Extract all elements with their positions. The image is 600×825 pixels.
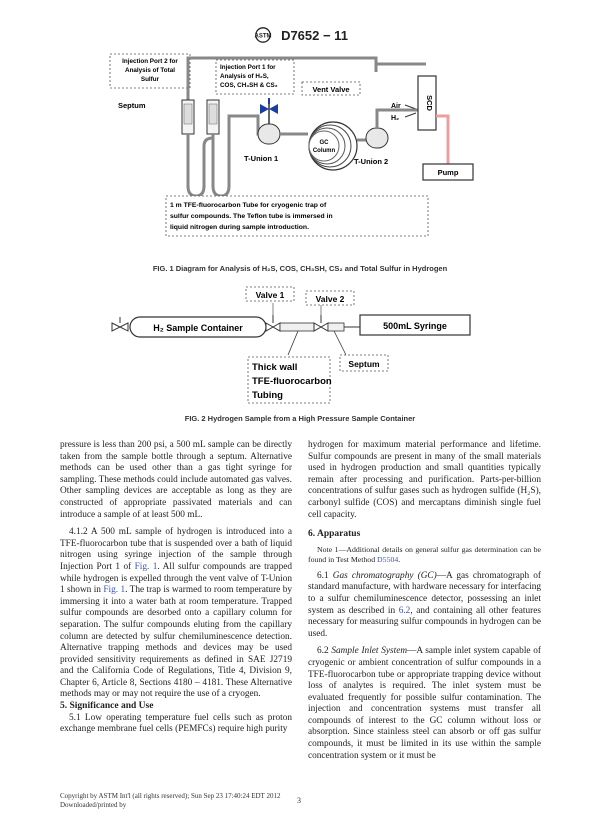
section-6-2-link[interactable]: 6.2 bbox=[398, 605, 411, 616]
figure-2-caption: FIG. 2 Hydrogen Sample from a High Pressure Sample Container bbox=[184, 414, 416, 423]
svg-text:ASTM: ASTM bbox=[254, 33, 272, 40]
footer bbox=[60, 792, 280, 810]
fig1-scd-label: SCD bbox=[425, 95, 434, 111]
right-para-6-1: 6.1 Gas chromatography (GC)—A gas chromatograph of standard manufacture, with hardware necessary for interfacing to a sulfur chemiluminescence detector, possessing an inlet system as described in 6.2, and containing all other features necessary for measuring sulfur compounds in hydrogen can be used. bbox=[308, 570, 541, 639]
section-6-heading: 6. Apparatus bbox=[308, 529, 361, 540]
copyright-line: Copyright by ASTM Int'l (all rights reserved); Sun Sep 23 17:40:24 EDT 2012 bbox=[60, 792, 281, 800]
fig1-t-union1-label: T-Union 1 bbox=[244, 154, 279, 163]
section-5-heading: 5. Significance and Use bbox=[60, 701, 154, 712]
page-number: 3 bbox=[297, 796, 301, 805]
fig1-h2-label: H₂ bbox=[391, 115, 400, 122]
fig1-trap-note-line3: liquid nitrogen during sample introduction. bbox=[170, 224, 309, 231]
fig1-port2-line2: Analysis of Total bbox=[125, 67, 175, 74]
note-1: Note 1—Additional details on general sulfur gas determination can be found in Test Method D5504. bbox=[308, 544, 541, 564]
fig2-valve1-label: Valve 1 bbox=[255, 290, 285, 300]
right-column bbox=[308, 440, 541, 762]
fig1-vent-valve-label: Vent Valve bbox=[312, 85, 350, 94]
fig2-tubing-line1: Thick wall bbox=[252, 362, 298, 373]
fig1-t-union2-label: T-Union 2 bbox=[354, 157, 389, 166]
left-para-4-1-2: 4.1.2 A 500 mL sample of hydrogen is introduced into a TFE-fluorocarbon tube that is suspended over a bath of liquid nitrogen using syringe injection of the sample through Injection Port 1 of Fig. 1. All sulfur compounds are trapped while hydrogen is expelled through the vent valve of T-Union 1 shown in Fig. 1. The trap is warmed to room temperature by immersing it into a water bath at room temperature. Trapped sulfur compounds are desorbed onto a capillary column for separation. The sulfur compounds eluting from the capillary column are detected by sulfur chemiluminescence detection. Alternative trapping methods and devices may be used provided sensitivity requirements as defined in SAE J2719 and the California Code of Regulations, Title 4, Division 9, Chapter 6, Article 8, Sections 4180 – 4181. These Alternative methods may or may not require the use of a cryogen. bbox=[60, 527, 292, 700]
fig1-gc-label: GC bbox=[319, 140, 329, 146]
figure-2-diagram bbox=[108, 285, 488, 410]
fig1-trap-note-line1: 1 m TFE-fluorocarbon Tube for cryogenic trap of bbox=[170, 202, 327, 209]
fig1-column-label: Column bbox=[312, 148, 336, 154]
page-header bbox=[0, 26, 600, 44]
fig1-port1-line2: Analysis of H₂S, bbox=[220, 73, 269, 80]
fig1-link[interactable]: Fig. 1 bbox=[134, 561, 158, 572]
fig1-septum-label: Septum bbox=[118, 101, 146, 110]
fig1-port2-line1: Injection Port 2 for bbox=[122, 58, 178, 65]
fig2-valve2-label: Valve 2 bbox=[315, 294, 345, 304]
fig1-pump-label: Pump bbox=[437, 168, 459, 177]
fig1-port1-line3: COS, CH₃SH & CS₂ bbox=[220, 82, 278, 89]
fig1-trap-note-line2: sulfur compounds. The Teflon tube is immersed in bbox=[170, 213, 333, 220]
fig2-container-label: H₂ Sample Container bbox=[153, 323, 243, 333]
left-column bbox=[60, 440, 292, 736]
fig1-port2-line3: Sulfur bbox=[140, 76, 160, 83]
fig1-air-label: Air bbox=[391, 103, 401, 110]
d5504-link[interactable]: D5504 bbox=[377, 554, 399, 564]
astm-logo-icon bbox=[252, 27, 274, 43]
fig2-tubing-line3: Tubing bbox=[252, 390, 283, 401]
fig1-link-2[interactable]: Fig. 1 bbox=[103, 585, 126, 596]
fig1-port1-line1: Injection Port 1 for bbox=[220, 64, 276, 71]
left-para-5-1: 5.1 Low operating temperature fuel cells such as proton exchange membrane fuel cells (PEMFCs) require high purity bbox=[60, 712, 292, 735]
fig2-septum-label: Septum bbox=[348, 359, 380, 369]
standard-number: D7652 − 11 bbox=[281, 27, 348, 43]
right-para-1: hydrogen for maximum material performance and lifetime. Sulfur compounds are present in many of the small materials used in hydrogen production and small quantities typically remain after processing and purification. Parts-per-billion concentrations of sulfur gases such as hydrogen sulfide (H₂S), carbonyl sulfide (COS) and mercaptans diminish single fuel cell capacity. bbox=[308, 440, 541, 520]
figure-1-caption: FIG. 1 Diagram for Analysis of H₂S, COS, CH₃SH, CS₂ and Total Sulfur in Hydrogen bbox=[152, 264, 448, 273]
figure-1-diagram bbox=[108, 46, 488, 246]
download-line: Downloaded/printed by bbox=[60, 801, 127, 809]
left-para-1: pressure is less than 200 psi, a 500 mL sample can be directly taken from the sample bottle through a septum. Alternative methods can be used other than a gas tight syringe for sampling. These methods could include automated gas valves. Other sampling devices are acceptable as long as they are constructed of appropriate passivated materials and can introduce a sample of at least 500 mL. bbox=[60, 440, 292, 520]
fig2-syringe-label: 500mL Syringe bbox=[383, 321, 447, 331]
fig2-tubing-line2: TFE-fluorocarbon bbox=[252, 376, 332, 387]
right-para-6-2: 6.2 Sample Inlet System—A sample inlet system capable of cryogenic or ambient concentration of sulfur compounds in a TFE-fluorocarbon tube or appropriate trapping device without loss of analytes is required. The inlet system must be evaluated frequently for possible sulfur contamination. The injection and concentration systems must transfer all compounds of interest to the GC column without loss or absorption. Since stainless steel can absorb or off gas sulfur compounds, it must be limited in its use within the sample concentration system or it must be bbox=[308, 646, 541, 761]
